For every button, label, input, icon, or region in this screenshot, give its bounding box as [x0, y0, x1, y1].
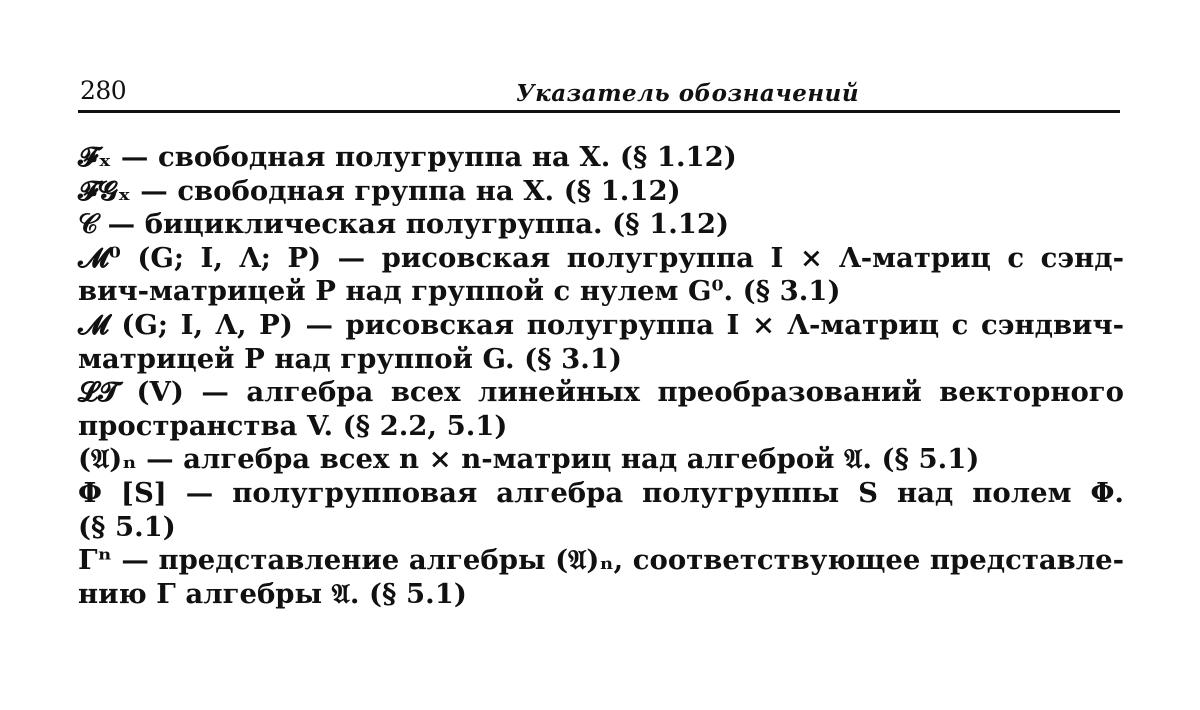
entry-line: (§ 5.1) [78, 510, 176, 543]
notation-entry-linear-transformations-algebra [78, 376, 1124, 443]
entry-line: 𝒞 — бициклическая полугруппа. (§ 1.12) [78, 208, 730, 241]
entry-line: 𝓜 (G; I, Λ, P) — рисовская полугруппа I × Λ-матриц с сэндвич- [78, 308, 1124, 341]
entry-line: нию Γ алгебры 𝔄. (§ 5.1) [78, 577, 467, 610]
notation-entry-free-group [78, 175, 1124, 209]
page-number: 280 [80, 76, 127, 105]
notation-entry-rees-matrix-semigroup [78, 309, 1124, 376]
entry-line: пространства V. (§ 2.2, 5.1) [78, 409, 508, 442]
notation-entry-matrix-algebra [78, 443, 1124, 477]
entry-line: вич-матрицей P над группой с нулем G⁰. (§ 3.1) [78, 275, 841, 308]
entry-line: 𝓛𝓣 (V) — алгебра всех линейных преобразований векторного [78, 376, 1124, 409]
entry-line: матрицей P над группой G. (§ 3.1) [78, 342, 622, 375]
entry-line: 𝓜⁰ (G; I, Λ; P) — рисовская полугруппа I × Λ-матриц с сэнд- [78, 241, 1124, 274]
notation-entry-free-semigroup [78, 141, 1124, 175]
notation-entry-bicyclic-semigroup [78, 208, 1124, 242]
page-header [78, 72, 1120, 113]
running-title: Указатель обозначений [516, 80, 860, 107]
notation-entry-semigroup-algebra [78, 477, 1124, 544]
notation-index-list [78, 141, 1124, 611]
notation-entry-rees-matrix-semigroup-zero [78, 242, 1124, 309]
entry-line: 𝓕ₓ — свободная полугруппа на X. (§ 1.12) [78, 141, 737, 173]
entry-line: (𝔄)ₙ — алгебра всех n × n-матриц над алгеброй 𝔄. (§ 5.1) [78, 443, 980, 476]
entry-line: Φ [S] — полугрупповая алгебра полугруппы S над полем Φ. [78, 476, 1124, 509]
notation-entry-representation [78, 544, 1124, 611]
entry-line: 𝓕𝓖ₓ — свободная группа на X. (§ 1.12) [78, 174, 681, 207]
entry-line: Γⁿ — представление алгебры (𝔄)ₙ, соответствующее представле- [78, 544, 1125, 577]
